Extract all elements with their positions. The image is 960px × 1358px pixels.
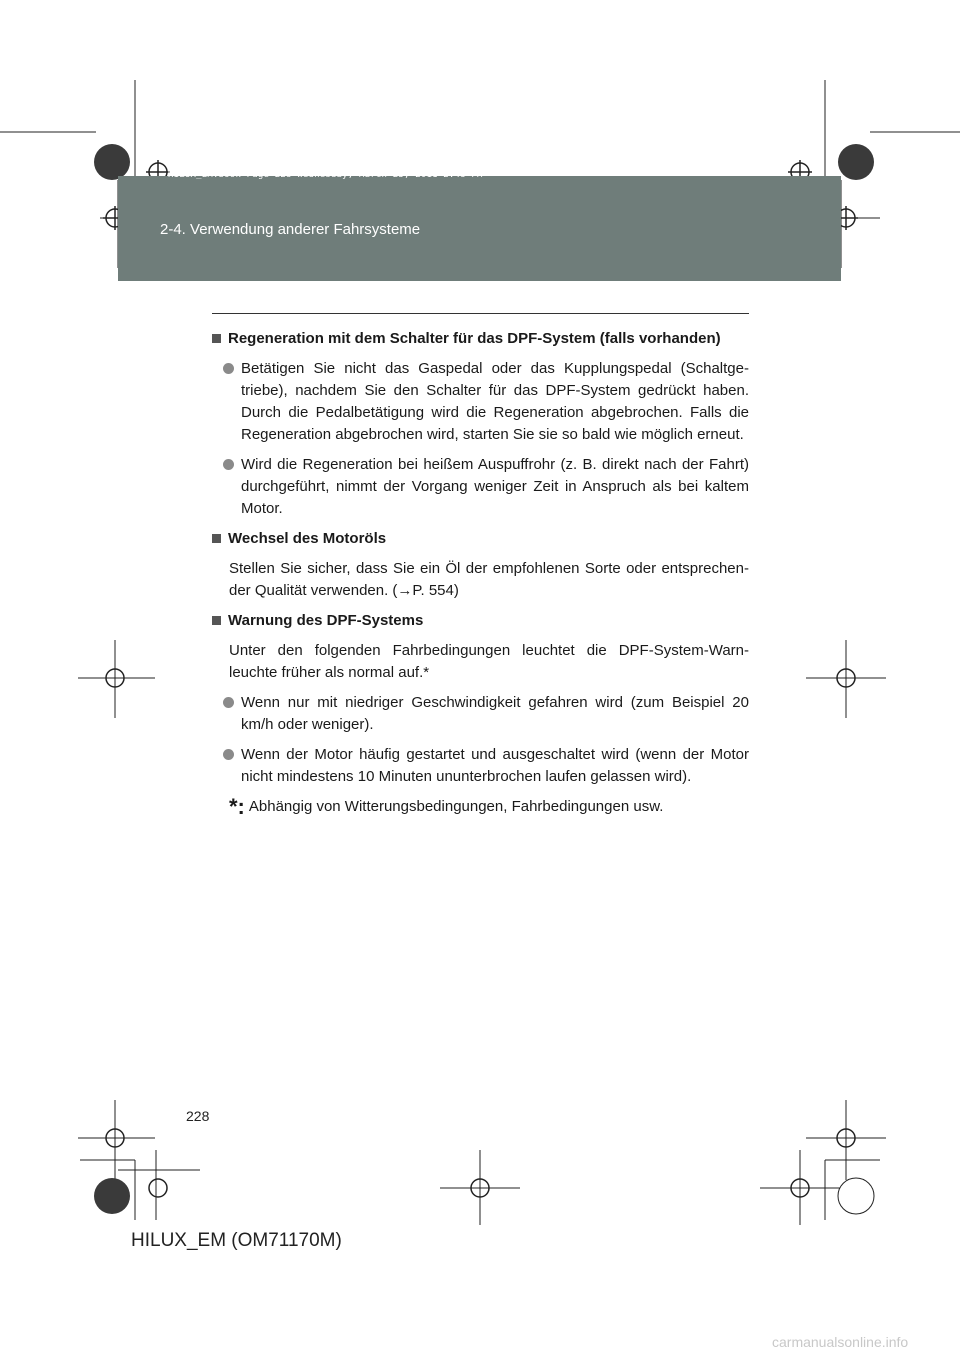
page-number: 228 (186, 1108, 210, 1124)
square-bullet-icon (212, 534, 221, 543)
list-item (223, 744, 749, 788)
top-rule (212, 313, 749, 314)
square-bullet-icon (212, 334, 221, 343)
footer-code: HILUX_EM (OM71170M) (131, 1230, 342, 1251)
list-item-text: Wenn nur mit niedriger Geschwindigkeit gefahren wird (zum Beispiel 20 km/h oder weniger). (241, 694, 749, 733)
paragraph: Unter den folgenden Fahrbedingungen leuchtet die DPF-System-Warn-leuchte früher als normal auf.* (229, 642, 749, 681)
heading-text: Regeneration mit dem Schalter für das DPF-System (falls vorhanden) (228, 330, 721, 347)
heading-text: Wechsel des Motoröls (228, 530, 387, 547)
list-item-text: Wird die Regeneration bei heißem Auspuffrohr (z. B. direkt nach der Fahrt) durchgeführt, nimmt der Vorgang weniger Zeit in Anspruch als bei kaltem Motor. (241, 456, 749, 517)
list-item (223, 692, 749, 736)
print-stamp: HILUX_EM.book Page 228 Wednesday, March 23, 2011 2:48 PM (168, 170, 483, 180)
heading-text: Warnung des DPF-Systems (228, 612, 424, 629)
dot-bullet-icon (223, 697, 234, 708)
list-item (223, 358, 749, 446)
heading-regeneration (212, 328, 749, 350)
paragraph: Stellen Sie sicher, dass Sie ein Öl der empfohlenen Sorte oder entsprechen-der Qualität verwenden. (→P. 554) (229, 560, 749, 599)
footnote (229, 796, 749, 818)
watermark: carmanualsonline.info (772, 1334, 909, 1350)
heading-dpf-warnung (212, 610, 749, 632)
list-item-text: Wenn der Motor häufig gestartet und ausgeschaltet wird (wenn der Motor nicht mindestens 10 Minuten ununterbrochen laufen gelassen wird). (241, 746, 749, 785)
section-title: 2-4. Verwendung anderer Fahrsysteme (160, 221, 421, 238)
dot-bullet-icon (223, 363, 234, 374)
content (212, 328, 749, 826)
list-item (223, 454, 749, 520)
list-item-text: Betätigen Sie nicht das Gaspedal oder das Kupplungspedal (Schaltge-triebe), nachdem Sie den Schalter für das DPF-System gedrückt haben. Durch die Pedalbetätigung wird die Regeneration abgebrochen. Falls die Regeneration abgebrochen wird, starten Sie sie so bald wie möglich erneut. (241, 360, 749, 443)
dot-bullet-icon (223, 459, 234, 470)
square-bullet-icon (212, 616, 221, 625)
dot-bullet-icon (223, 749, 234, 760)
footnote-mark: *: (229, 794, 245, 819)
heading-motoroel (212, 528, 749, 550)
footnote-text: Abhängig von Witterungsbedingungen, Fahrbedingungen usw. (248, 798, 664, 815)
